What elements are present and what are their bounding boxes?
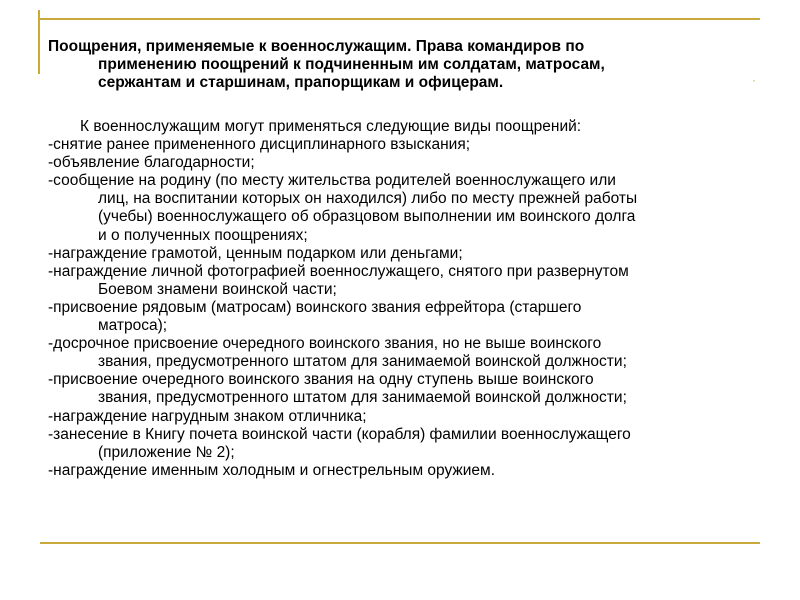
- list-item-continuation: лиц, на воспитании которых он находился) либо по месту прежней работы: [98, 190, 638, 208]
- top-rule: [40, 18, 760, 20]
- list-item: -награждение грамотой, ценным подарком или деньгами;: [48, 244, 463, 262]
- list-item: -присвоение рядовым (матросам) воинского звания ефрейтора (старшего: [48, 298, 582, 316]
- title-line: применению поощрений к подчиненным им солдатам, матросам,: [98, 56, 605, 73]
- list-item-continuation: Боевом знамени воинской части;: [98, 280, 337, 298]
- title-line: Поощрения, применяемые к военнослужащим. Права командиров по: [48, 38, 585, 55]
- list-item: -награждение нагрудным знаком отличника;: [48, 407, 367, 425]
- list-item-continuation: матроса);: [98, 317, 168, 335]
- title-line: сержантам и старшинам, прапорщикам и офицерам.: [98, 74, 504, 91]
- intro-text: К военнослужащим могут применяться следующие виды поощрений:: [80, 118, 582, 135]
- bottom-rule: [40, 542, 760, 544]
- slide-title: [48, 38, 748, 92]
- left-rule: [38, 10, 40, 74]
- list-item: -присвоение очередного воинского звания на одну ступень выше воинского: [48, 371, 594, 389]
- list-item: -объявление благодарности;: [48, 154, 255, 172]
- list-item: -досрочное присвоение очередного воинского звания, но не выше воинского: [48, 335, 602, 353]
- list-item: -награждение именным холодным и огнестрельным оружием.: [48, 461, 496, 479]
- list-item-continuation: (учебы) военнослужащего об образцовом выполнении им воинского долга: [98, 208, 636, 226]
- list-item-continuation: звания, предусмотренного штатом для занимаемой воинской должности;: [98, 389, 627, 407]
- list-item: -награждение личной фотографией военнослужащего, снятого при развернутом: [48, 262, 629, 280]
- list-item-continuation: звания, предусмотренного штатом для занимаемой воинской должности;: [98, 353, 627, 371]
- decorative-dot: ·: [752, 73, 756, 87]
- list-item: -сообщение на родину (по месту жительства родителей военнослужащего или: [48, 172, 616, 190]
- list-item: -занесение в Книгу почета воинской части (корабля) фамилии военнослужащего: [48, 425, 631, 443]
- slide-body: [48, 118, 763, 480]
- list-item-continuation: и о полученных поощрениях;: [98, 226, 308, 244]
- list-item-continuation: (приложение № 2);: [98, 443, 235, 461]
- list-item: -снятие ранее примененного дисциплинарного взыскания;: [48, 136, 471, 154]
